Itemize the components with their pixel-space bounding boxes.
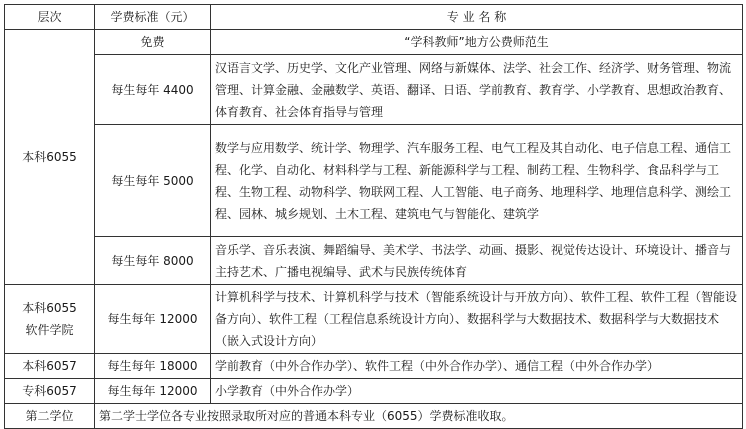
major-cell: 小学教育（中外合作办学）: [211, 379, 743, 404]
header-fee: 学费标准（元）: [95, 5, 211, 30]
level-cell: 本科6057: [5, 354, 95, 379]
major-cell: “学科教师”地方公费师范生: [211, 30, 743, 55]
fee-cell: 每生每年 4400: [95, 55, 211, 125]
level-line: 本科6055: [22, 301, 77, 315]
table-row: [5, 285, 743, 354]
level-cell: [5, 285, 95, 354]
major-cell: 汉语言文学、历史学、文化产业管理、网络与新媒体、法学、社会工作、经济学、财务管理、物流管理、计算金融、金融数学、英语、翻译、日语、学前教育、教育学、小学教育、思想政治教育、体育教育、社会体育指导与管理: [211, 55, 743, 125]
fee-cell: 免费: [95, 30, 211, 55]
table-row: [5, 55, 743, 125]
level-line: 软件学院: [25, 323, 74, 337]
fee-cell: 每生每年 12000: [95, 379, 211, 404]
header-row: [5, 5, 743, 30]
major-cell: 数学与应用数学、统计学、物理学、汽车服务工程、电气工程及其自动化、电子信息工程、通信工程、化学、自动化、材料科学与工程、新能源科学与工程、制药工程、生物科学、食品科学与工程、生物工程、动物科学、物联网工程、人工智能、电子商务、地理科学、地理信息科学、测绘工程、园林、城乡规划、土木工程、建筑电气与智能化、建筑学: [211, 125, 743, 237]
table-row: [5, 379, 743, 404]
level-cell: 第二学位: [5, 404, 95, 429]
second-degree-note: 第二学士学位各专业按照录取所对应的普通本科专业（6055）学费标准收取。: [95, 404, 743, 429]
level-cell: 本科6055: [5, 30, 95, 285]
fee-cell: 每生每年 5000: [95, 125, 211, 237]
major-cell: 学前教育（中外合作办学）、软件工程（中外合作办学）、通信工程（中外合作办学）: [211, 354, 743, 379]
tuition-table: [4, 4, 743, 429]
table-row: [5, 125, 743, 237]
header-level: 层次: [5, 5, 95, 30]
table-row: [5, 30, 743, 55]
fee-cell: 每生每年 8000: [95, 237, 211, 285]
table-row: [5, 404, 743, 429]
major-cell: 音乐学、音乐表演、舞蹈编导、美术学、书法学、动画、摄影、视觉传达设计、环境设计、播音与主持艺术、广播电视编导、武术与民族传统体育: [211, 237, 743, 285]
fee-cell: 每生每年 12000: [95, 285, 211, 354]
major-cell: 计算机科学与技术、计算机科学与技术（智能系统设计与开放方向）、软件工程、软件工程（智能设备方向）、软件工程（工程信息系统设计方向）、数据科学与大数据技术、数据科学与大数据技术（嵌入式设计方向）: [211, 285, 743, 354]
header-major: 专 业 名 称: [211, 5, 743, 30]
level-cell: 专科6057: [5, 379, 95, 404]
fee-cell: 每生每年 18000: [95, 354, 211, 379]
table-row: [5, 237, 743, 285]
table-row: [5, 354, 743, 379]
